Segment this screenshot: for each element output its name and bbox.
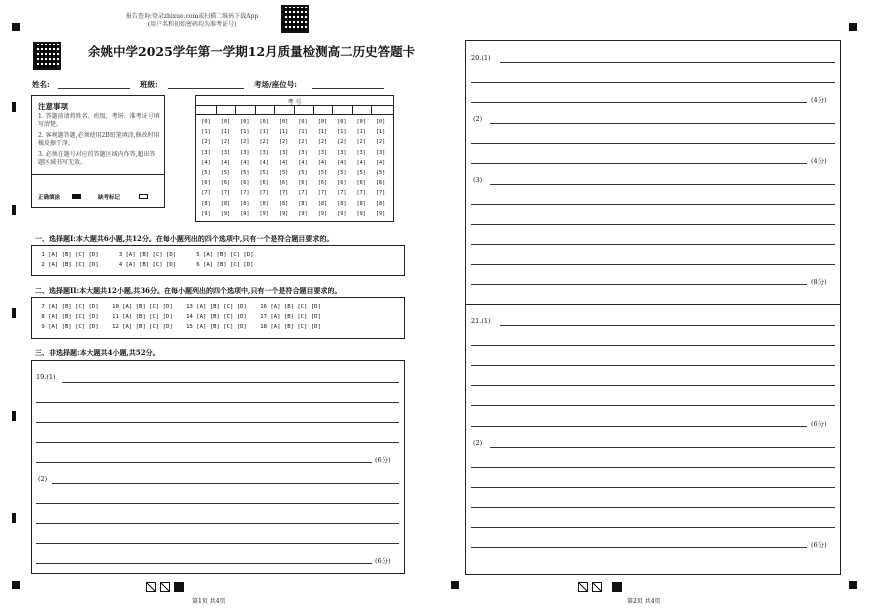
timing-mark <box>12 102 16 112</box>
answer-line[interactable] <box>490 184 835 185</box>
report-notice-line2: (用户名和初始密码均为准考证号) <box>147 21 237 28</box>
exam-digit-bubble[interactable]: [5] <box>375 170 386 177</box>
answer-line[interactable] <box>471 143 835 144</box>
q21-part2-score: (6分) <box>811 541 827 549</box>
page-check-box-filled <box>174 582 184 592</box>
qr-code-left <box>33 42 61 70</box>
exam-digit-bubble[interactable]: [6] <box>356 180 366 187</box>
exam-digit-bubble[interactable]: [8] <box>375 200 386 207</box>
q19-part1-label: 19.(1) <box>36 373 56 381</box>
section2-heading: 二、选择题II:本大题共12小题,共36分。在每小题列出的四个选项中,只有一个是符合题目要求的。 <box>35 286 342 295</box>
answer-line[interactable] <box>36 422 399 423</box>
answer-line[interactable] <box>471 507 835 508</box>
exam-digit-bubble[interactable]: [1] <box>220 129 231 136</box>
exam-number-column-divider <box>352 105 353 114</box>
exam-digit-bubble[interactable]: [2] <box>278 139 289 146</box>
correct-fill-label: 正确填涂 <box>38 195 61 201</box>
choice-row[interactable]: 2 [A] [B] [C] [D] 4 [A] [B] [C] [D] 6 [A] [B] [C] [D] <box>38 262 254 268</box>
report-notice-line1: 报告查询:登录zhixue.com或扫描二维码下载App <box>125 13 259 20</box>
timing-mark <box>12 411 16 421</box>
qr-code-top <box>281 5 309 33</box>
exam-digit-bubble[interactable]: [3] <box>201 149 211 156</box>
exam-digit-bubble[interactable]: [8] <box>259 200 269 207</box>
exam-number-column <box>258 117 270 219</box>
exam-digit-bubble[interactable]: [5] <box>278 170 289 177</box>
exam-digit-bubble[interactable]: [4] <box>259 159 269 166</box>
exam-digit-bubble[interactable]: [1] <box>356 129 366 136</box>
page-check-box <box>146 582 156 592</box>
answer-line[interactable] <box>471 244 835 245</box>
notes-divider <box>32 174 164 175</box>
answer-line[interactable] <box>471 102 807 103</box>
exam-digit-bubble[interactable]: [4] <box>201 159 211 166</box>
exam-number-column-divider <box>235 105 236 114</box>
answer-line[interactable] <box>471 284 807 285</box>
exam-digit-bubble[interactable]: [2] <box>220 139 231 146</box>
exam-digit-bubble[interactable]: [6] <box>240 180 250 187</box>
exam-number-column <box>336 117 348 219</box>
page-check-box-filled <box>612 582 622 592</box>
exam-digit-bubble[interactable]: [3] <box>337 149 347 156</box>
exam-number-column <box>297 117 309 219</box>
answer-line[interactable] <box>471 345 835 346</box>
exam-number-column <box>316 117 328 219</box>
exam-digit-bubble[interactable]: [9] <box>240 210 250 217</box>
exam-digit-bubble[interactable]: [0] <box>375 119 386 125</box>
answer-line[interactable] <box>471 487 835 488</box>
exam-digit-bubble[interactable]: [4] <box>375 159 386 166</box>
timing-mark <box>12 205 16 215</box>
answer-line[interactable] <box>471 467 835 468</box>
exam-digit-bubble[interactable]: [8] <box>298 200 308 207</box>
exam-digit-bubble[interactable]: [5] <box>356 170 366 177</box>
exam-digit-bubble[interactable]: [0] <box>259 119 269 125</box>
answer-line[interactable] <box>36 462 372 463</box>
answer-line[interactable] <box>36 442 399 443</box>
exam-digit-bubble[interactable]: [3] <box>298 149 308 156</box>
exam-digit-bubble[interactable]: [1] <box>259 129 269 136</box>
exam-digit-bubble[interactable]: [2] <box>298 139 308 146</box>
exam-digit-bubble[interactable]: [7] <box>337 190 347 197</box>
exam-digit-bubble[interactable]: [1] <box>240 129 250 136</box>
exam-digit-bubble[interactable]: [0] <box>337 119 347 125</box>
right-answer-frame <box>465 40 841 575</box>
exam-digit-bubble[interactable]: [4] <box>278 159 289 166</box>
answer-line[interactable] <box>471 365 835 366</box>
exam-digit-bubble[interactable]: [3] <box>259 149 269 156</box>
notes-item: 2. 客观题答题,必须使用2B铅笔填涂,修改时用橡皮擦干净。 <box>38 132 160 147</box>
notes-item: 1. 答题前请将姓名、班级、考场、准考证号填写清楚。 <box>38 113 160 128</box>
exam-number-column-divider <box>332 105 333 114</box>
name-field[interactable] <box>58 88 130 89</box>
exam-digit-bubble[interactable]: [3] <box>317 149 328 156</box>
exam-digit-bubble[interactable]: [2] <box>337 139 347 146</box>
report-notice <box>112 13 272 29</box>
exam-digit-bubble[interactable]: [6] <box>220 180 231 187</box>
exam-digit-bubble[interactable]: [8] <box>356 200 366 207</box>
answer-line[interactable] <box>36 543 399 544</box>
exam-digit-bubble[interactable]: [0] <box>317 119 328 125</box>
q20-part3-score: (8分) <box>811 278 827 286</box>
answer-line[interactable] <box>471 547 807 548</box>
exam-digit-bubble[interactable]: [8] <box>220 200 231 207</box>
choice-row[interactable]: 7 [A] [B] [C] [D] 10 [A] [B] [C] [D] 13 [A] [B] [C] [D] 16 [A] [B] [C] [D] <box>38 304 321 310</box>
choice-row[interactable]: 1 [A] [B] [C] [D] 3 [A] [B] [C] [D] 5 [A] [B] [C] [D] <box>38 252 254 258</box>
q20-part1-score: (4分) <box>811 96 827 104</box>
section3-heading: 三、非选择题:本大题共4小题,共52分。 <box>35 348 160 357</box>
exam-digit-bubble[interactable]: [1] <box>201 129 211 136</box>
exam-digit-bubble[interactable]: [2] <box>356 139 366 146</box>
exam-digit-bubble[interactable]: [6] <box>375 180 386 187</box>
exam-digit-bubble[interactable]: [9] <box>298 210 308 217</box>
exam-digit-bubble[interactable]: [9] <box>356 210 366 217</box>
exam-digit-bubble[interactable]: [3] <box>356 149 366 156</box>
answer-line[interactable] <box>36 503 399 504</box>
exam-digit-bubble[interactable]: [8] <box>278 200 289 207</box>
exam-digit-bubble[interactable]: [0] <box>278 119 289 125</box>
exam-digit-bubble[interactable]: [4] <box>356 159 366 166</box>
notes-heading: 注意事项 <box>38 102 68 111</box>
exam-digit-bubble[interactable]: [7] <box>259 190 269 197</box>
exam-digit-bubble[interactable]: [5] <box>259 170 269 177</box>
exam-digit-bubble[interactable]: [4] <box>240 159 250 166</box>
q20-part2-label: (2) <box>473 115 483 123</box>
page-check-box <box>160 582 170 592</box>
exam-digit-bubble[interactable]: [7] <box>375 190 386 197</box>
exam-digit-bubble[interactable]: [3] <box>220 149 231 156</box>
exam-number-column <box>375 117 387 219</box>
exam-digit-bubble[interactable]: [4] <box>317 159 328 166</box>
exam-digit-bubble[interactable]: [2] <box>201 139 211 146</box>
exam-digit-bubble[interactable]: [9] <box>201 210 211 217</box>
choice-row[interactable]: 8 [A] [B] [C] [D] 11 [A] [B] [C] [D] 14 [A] [B] [C] [D] 17 [A] [B] [C] [D] <box>38 314 321 320</box>
seat-label: 考场/座位号: <box>254 80 298 89</box>
section2-box <box>31 297 405 339</box>
exam-digit-bubble[interactable]: [5] <box>337 170 347 177</box>
exam-number-column <box>278 117 290 219</box>
q21-part2-label: (2) <box>473 439 483 447</box>
question-divider <box>466 304 840 305</box>
exam-number-input-row-divider <box>196 114 393 115</box>
q19-part2-label: (2) <box>38 475 48 483</box>
exam-digit-bubble[interactable]: [8] <box>317 200 328 207</box>
timing-mark <box>12 308 16 318</box>
q20-part2-score: (4分) <box>811 157 827 165</box>
section1-box <box>31 245 405 276</box>
exam-digit-bubble[interactable]: [7] <box>298 190 308 197</box>
exam-number-column-divider <box>313 105 314 114</box>
exam-digit-bubble[interactable]: [6] <box>278 180 289 187</box>
exam-digit-bubble[interactable]: [0] <box>220 119 231 125</box>
answer-line[interactable] <box>471 224 835 225</box>
exam-digit-bubble[interactable]: [6] <box>337 180 347 187</box>
exam-digit-bubble[interactable]: [8] <box>240 200 250 207</box>
exam-number-column-divider <box>255 105 256 114</box>
exam-digit-bubble[interactable]: [7] <box>201 190 211 197</box>
exam-digit-bubble[interactable]: [6] <box>298 180 308 187</box>
exam-number-column-divider <box>274 105 275 114</box>
q21-part1-score: (6分) <box>811 420 827 428</box>
class-field[interactable] <box>168 88 244 89</box>
answer-line[interactable] <box>471 405 835 406</box>
exam-digit-bubble[interactable]: [5] <box>201 170 211 177</box>
exam-digit-bubble[interactable]: [0] <box>298 119 308 125</box>
missing-mark-box[interactable] <box>139 194 148 199</box>
exam-digit-bubble[interactable]: [3] <box>375 149 386 156</box>
exam-digit-bubble[interactable]: [9] <box>317 210 328 217</box>
exam-number-column <box>239 117 251 219</box>
exam-digit-bubble[interactable]: [1] <box>278 129 289 136</box>
exam-digit-bubble[interactable]: [9] <box>220 210 231 217</box>
timing-mark <box>451 581 459 589</box>
exam-digit-bubble[interactable]: [5] <box>220 170 231 177</box>
exam-digit-bubble[interactable]: [9] <box>375 210 386 217</box>
exam-digit-bubble[interactable]: [5] <box>317 170 328 177</box>
exam-digit-bubble[interactable]: [8] <box>337 200 347 207</box>
notes-item: 3. 必须在题号对应的答题区域内作答,超出答题区域书写无效。 <box>38 151 156 166</box>
exam-digit-bubble[interactable]: [6] <box>317 180 328 187</box>
corner-mark-tl <box>12 23 20 31</box>
answer-line[interactable] <box>36 563 372 564</box>
exam-digit-bubble[interactable]: [2] <box>375 139 386 146</box>
answer-line[interactable] <box>471 385 835 386</box>
q20-part3-label: (3) <box>473 176 483 184</box>
page1-footer: 第1页 共4页 <box>192 598 226 605</box>
answer-line[interactable] <box>500 62 835 63</box>
page2-footer: 第2页 共4页 <box>627 598 661 605</box>
q20-part1-label: 20.(1) <box>471 54 491 62</box>
exam-digit-bubble[interactable]: [2] <box>259 139 269 146</box>
answer-line[interactable] <box>36 523 399 524</box>
exam-digit-bubble[interactable]: [1] <box>298 129 308 136</box>
exam-number-column <box>355 117 367 219</box>
exam-digit-bubble[interactable]: [3] <box>240 149 250 156</box>
correct-fill-sample <box>72 194 81 199</box>
answer-line[interactable] <box>36 402 399 403</box>
exam-number-column <box>200 117 212 219</box>
exam-number-header-divider <box>196 105 393 106</box>
exam-number-column-divider <box>294 105 295 114</box>
exam-digit-bubble[interactable]: [9] <box>337 210 347 217</box>
exam-digit-bubble[interactable]: [5] <box>298 170 308 177</box>
q21-part1-label: 21.(1) <box>471 317 491 325</box>
exam-digit-bubble[interactable]: [0] <box>356 119 366 125</box>
answer-line[interactable] <box>62 382 399 383</box>
exam-digit-bubble[interactable]: [0] <box>240 119 250 125</box>
answer-line[interactable] <box>471 426 807 427</box>
exam-digit-bubble[interactable]: [9] <box>278 210 289 217</box>
exam-digit-bubble[interactable]: [0] <box>201 119 211 125</box>
corner-mark-tr <box>849 23 857 31</box>
exam-digit-bubble[interactable]: [3] <box>278 149 289 156</box>
answer-line[interactable] <box>471 82 835 83</box>
answer-line[interactable] <box>490 123 835 124</box>
exam-number-column <box>219 117 231 219</box>
missing-mark-label: 缺考标记 <box>98 195 121 201</box>
exam-number-column-divider <box>216 105 217 114</box>
page-title: 余姚中学2025学年第一学期12月质量检测高二历史答题卡 <box>88 44 416 59</box>
exam-digit-bubble[interactable]: [8] <box>201 200 211 207</box>
seat-field[interactable] <box>312 88 384 89</box>
answer-line[interactable] <box>471 264 835 265</box>
corner-mark-br <box>849 581 857 589</box>
exam-digit-bubble[interactable]: [4] <box>337 159 347 166</box>
answer-line[interactable] <box>490 447 835 448</box>
exam-digit-bubble[interactable]: [6] <box>259 180 269 187</box>
choice-row[interactable]: 9 [A] [B] [C] [D] 12 [A] [B] [C] [D] 15 [A] [B] [C] [D] 18 [A] [B] [C] [D] <box>38 324 321 330</box>
exam-digit-bubble[interactable]: [7] <box>240 190 250 197</box>
page-check-box <box>592 582 602 592</box>
q19-answer-box <box>31 360 405 574</box>
answer-line[interactable] <box>500 325 835 326</box>
exam-number-grid <box>195 95 394 222</box>
exam-digit-bubble[interactable]: [4] <box>298 159 308 166</box>
exam-digit-bubble[interactable]: [6] <box>201 180 211 187</box>
exam-digit-bubble[interactable]: [1] <box>375 129 386 136</box>
answer-line[interactable] <box>471 204 835 205</box>
answer-line[interactable] <box>52 483 399 484</box>
exam-digit-bubble[interactable]: [4] <box>220 159 231 166</box>
page-check-box <box>578 582 588 592</box>
name-label: 姓名: <box>32 80 50 89</box>
exam-digit-bubble[interactable]: [7] <box>220 190 231 197</box>
answer-line[interactable] <box>471 527 835 528</box>
section1-heading: 一、选择题I:本大题共6小题,共12分。在每小题列出的四个选项中,只有一个是符合题目要求的。 <box>35 234 334 243</box>
exam-digit-bubble[interactable]: [7] <box>356 190 366 197</box>
exam-digit-bubble[interactable]: [7] <box>278 190 289 197</box>
exam-digit-bubble[interactable]: [2] <box>317 139 328 146</box>
exam-digit-bubble[interactable]: [2] <box>240 139 250 146</box>
answer-line[interactable] <box>471 163 807 164</box>
exam-digit-bubble[interactable]: [9] <box>259 210 269 217</box>
exam-digit-bubble[interactable]: [7] <box>317 190 328 197</box>
exam-number-column-divider <box>371 105 372 114</box>
corner-mark-bl <box>12 581 20 589</box>
q19-part1-score: (6分) <box>375 456 391 464</box>
class-label: 班级: <box>140 80 158 89</box>
timing-mark <box>12 513 16 523</box>
exam-number-label: 考 号 <box>287 99 302 106</box>
q19-part2-score: (6分) <box>375 557 391 565</box>
exam-digit-bubble[interactable]: [5] <box>240 170 250 177</box>
exam-digit-bubble[interactable]: [1] <box>337 129 347 136</box>
exam-digit-bubble[interactable]: [1] <box>317 129 328 136</box>
notes-box <box>31 95 165 208</box>
